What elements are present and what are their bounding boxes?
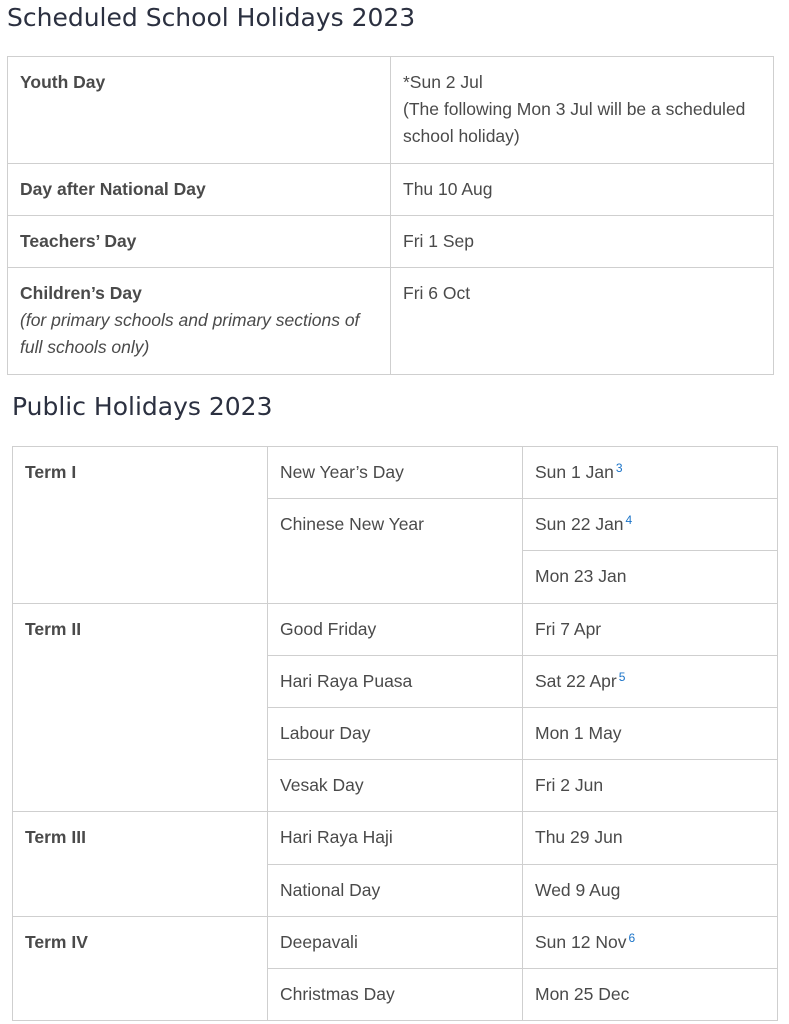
- holiday-name: Day after National Day: [20, 179, 206, 199]
- holiday-date-cell: [523, 447, 778, 499]
- holiday-name: Youth Day: [20, 72, 106, 92]
- holiday-date-cell: [523, 916, 778, 968]
- holiday-date-cell: [523, 864, 778, 916]
- holiday-date-cell: [523, 603, 778, 655]
- holiday-name: Deepavali: [280, 931, 358, 952]
- holiday-date-cell: [523, 551, 778, 603]
- holiday-name: Chinese New Year: [280, 514, 424, 535]
- holiday-name-cell: [268, 916, 523, 968]
- holiday-name-cell: [268, 968, 523, 1020]
- holiday-name-cell: [268, 447, 523, 499]
- table-row: [13, 812, 778, 864]
- footnote-link[interactable]: 6: [628, 930, 636, 945]
- holiday-name-cell: [268, 760, 523, 812]
- holiday-date-cell: [523, 812, 778, 864]
- holiday-date: Sun 22 Jan: [535, 514, 624, 535]
- term-cell: [13, 916, 268, 1020]
- holiday-name-cell: [268, 499, 523, 603]
- table-row: [8, 216, 774, 268]
- table-row: [13, 916, 778, 968]
- holiday-date-cell: [391, 216, 774, 268]
- term-label: Term I: [25, 462, 77, 482]
- footnote-link[interactable]: 3: [615, 461, 623, 475]
- holiday-date-cell: [523, 968, 778, 1020]
- holiday-date-cell: [391, 57, 774, 164]
- holiday-name: Hari Raya Haji: [280, 827, 393, 848]
- holiday-date: (The following Mon 3 Jul will be a scheduled school holiday): [403, 99, 746, 146]
- school-holidays-title: Scheduled School Holidays 2023: [7, 3, 416, 32]
- holiday-date: Sat 22 Apr: [535, 670, 617, 691]
- holiday-date: Fri 1 Sep: [403, 231, 474, 251]
- table-row: [13, 603, 778, 655]
- holiday-date: Fri 6 Oct: [403, 283, 471, 303]
- holiday-name-cell: [268, 603, 523, 655]
- holiday-date: Thu 29 Jun: [535, 827, 623, 848]
- holiday-name-cell: [8, 164, 391, 216]
- holiday-name: Vesak Day: [280, 775, 364, 796]
- table-row: [13, 447, 778, 499]
- holiday-name: Labour Day: [280, 722, 371, 743]
- holiday-date: Fri 7 Apr: [535, 618, 602, 639]
- holiday-name-cell: [8, 268, 391, 375]
- term-cell: [13, 447, 268, 604]
- holiday-date-cell: [391, 164, 774, 216]
- table-row: [8, 57, 774, 164]
- holiday-name-cell: [268, 707, 523, 759]
- table-row: [8, 268, 774, 375]
- holiday-name: National Day: [280, 879, 381, 900]
- footnote-link[interactable]: 4: [625, 513, 633, 528]
- holiday-date-cell: [523, 655, 778, 707]
- holiday-name: Good Friday: [280, 618, 377, 639]
- holiday-name-cell: [8, 57, 391, 164]
- holiday-name: New Year’s Day: [280, 462, 404, 482]
- holiday-date: Sun 1 Jan: [535, 462, 614, 482]
- holiday-date: Fri 2 Jun: [535, 775, 604, 796]
- holiday-note: (for primary schools and primary sections of full schools only): [20, 310, 360, 357]
- public-holidays-title: Public Holidays 2023: [12, 392, 273, 421]
- table-row: [8, 164, 774, 216]
- term-cell: [13, 812, 268, 916]
- term-label: Term II: [25, 618, 82, 639]
- term-label: Term III: [25, 827, 86, 848]
- holiday-date: Mon 25 Dec: [535, 983, 630, 1004]
- school-holidays-table: [7, 56, 774, 375]
- holiday-name: Children’s Day: [20, 283, 142, 303]
- public-holidays-table: [12, 446, 778, 1021]
- holiday-date: *Sun 2 Jul: [403, 72, 483, 92]
- holiday-date: Mon 1 May: [535, 722, 622, 743]
- holiday-date-cell: [391, 268, 774, 375]
- holiday-name-cell: [8, 216, 391, 268]
- holiday-name-cell: [268, 812, 523, 864]
- holiday-date: Mon 23 Jan: [535, 566, 627, 587]
- holiday-date-cell: [523, 707, 778, 759]
- holiday-name-cell: [268, 655, 523, 707]
- term-cell: [13, 603, 268, 812]
- term-label: Term IV: [25, 931, 88, 952]
- holiday-date: Wed 9 Aug: [535, 879, 621, 900]
- footnote-link[interactable]: 5: [618, 669, 626, 684]
- holiday-date: Thu 10 Aug: [403, 179, 493, 199]
- holiday-date-cell: [523, 760, 778, 812]
- holiday-date-cell: [523, 499, 778, 551]
- holiday-name: Hari Raya Puasa: [280, 670, 413, 691]
- holiday-name: Teachers’ Day: [20, 231, 137, 251]
- holiday-date: Sun 12 Nov: [535, 931, 627, 952]
- holiday-name-cell: [268, 864, 523, 916]
- holiday-name: Christmas Day: [280, 983, 395, 1004]
